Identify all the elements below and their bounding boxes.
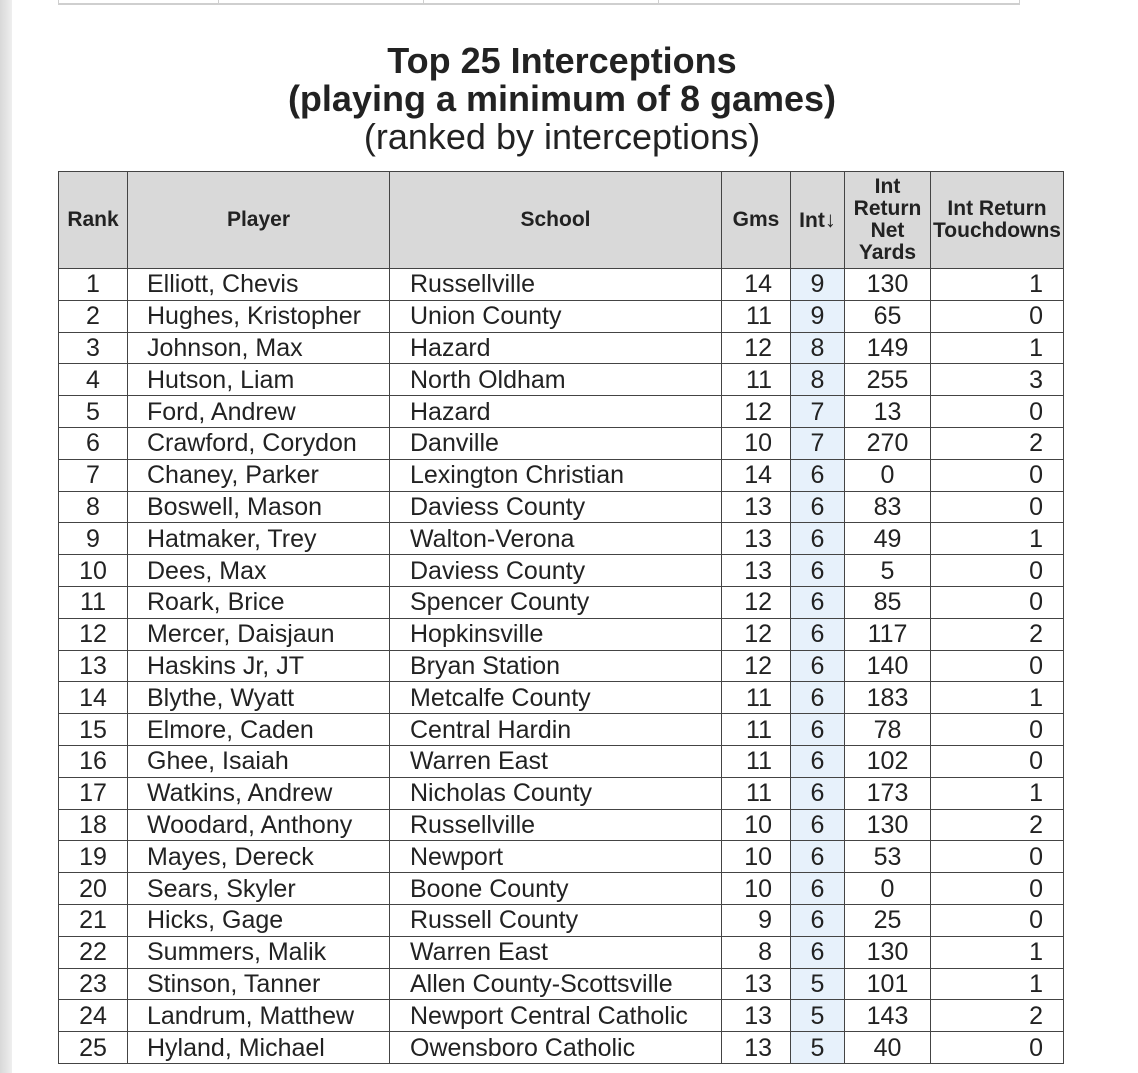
return-yards-cell: 53: [845, 841, 931, 873]
school-cell: Union County: [390, 300, 722, 332]
interceptions-cell: 8: [791, 364, 845, 396]
games-cell: 14: [722, 269, 791, 301]
return-touchdowns-cell: 1: [931, 968, 1064, 1000]
col-header-int[interactable]: [791, 172, 845, 269]
player-cell: Hutson, Liam: [128, 364, 390, 396]
table-row: [59, 586, 1064, 618]
return-touchdowns-cell: 1: [931, 936, 1064, 968]
player-cell: Dees, Max: [128, 555, 390, 587]
rank-cell: 17: [59, 777, 128, 809]
games-cell: 11: [722, 714, 791, 746]
games-cell: 13: [722, 1032, 791, 1064]
table-row: [59, 523, 1064, 555]
interceptions-cell: 9: [791, 269, 845, 301]
games-cell: 12: [722, 586, 791, 618]
interceptions-cell: 6: [791, 936, 845, 968]
school-cell: Nicholas County: [390, 777, 722, 809]
school-cell: Allen County-Scottsville: [390, 968, 722, 1000]
interceptions-cell: 6: [791, 682, 845, 714]
games-cell: 11: [722, 300, 791, 332]
interceptions-cell: 6: [791, 904, 845, 936]
interceptions-cell: 6: [791, 555, 845, 587]
return-touchdowns-cell: 1: [931, 332, 1064, 364]
school-cell: Russell County: [390, 904, 722, 936]
return-yards-cell: 65: [845, 300, 931, 332]
return-yards-cell: 270: [845, 427, 931, 459]
games-cell: 11: [722, 745, 791, 777]
return-yards-cell: 102: [845, 745, 931, 777]
rank-cell: 9: [59, 523, 128, 555]
school-cell: Hazard: [390, 332, 722, 364]
player-cell: Hatmaker, Trey: [128, 523, 390, 555]
games-cell: 13: [722, 968, 791, 1000]
rank-cell: 12: [59, 618, 128, 650]
player-cell: Hughes, Kristopher: [128, 300, 390, 332]
table-row: [59, 873, 1064, 905]
return-yards-cell: 183: [845, 682, 931, 714]
return-yards-cell: 255: [845, 364, 931, 396]
school-cell: Daviess County: [390, 491, 722, 523]
return-yards-cell: 13: [845, 396, 931, 428]
school-cell: North Oldham: [390, 364, 722, 396]
rank-cell: 25: [59, 1032, 128, 1064]
col-header-return-yards[interactable]: Int Return Net Yards: [845, 172, 931, 269]
interceptions-cell: 5: [791, 1032, 845, 1064]
return-touchdowns-cell: 1: [931, 523, 1064, 555]
table-row: [59, 1032, 1064, 1064]
return-touchdowns-cell: 0: [931, 904, 1064, 936]
col-header-int-label: Int: [799, 208, 825, 232]
school-cell: Hazard: [390, 396, 722, 428]
interceptions-cell: 6: [791, 459, 845, 491]
school-cell: Central Hardin: [390, 714, 722, 746]
interceptions-cell: 8: [791, 332, 845, 364]
return-yards-cell: 5: [845, 555, 931, 587]
school-cell: Warren East: [390, 745, 722, 777]
return-yards-cell: 101: [845, 968, 931, 1000]
games-cell: 12: [722, 650, 791, 682]
table-row: [59, 269, 1064, 301]
rank-cell: 18: [59, 809, 128, 841]
school-cell: Spencer County: [390, 586, 722, 618]
rank-cell: 13: [59, 650, 128, 682]
games-cell: 10: [722, 427, 791, 459]
games-cell: 13: [722, 491, 791, 523]
return-yards-cell: 140: [845, 650, 931, 682]
table-row: [59, 777, 1064, 809]
return-yards-cell: 83: [845, 491, 931, 523]
return-yards-cell: 149: [845, 332, 931, 364]
player-cell: Johnson, Max: [128, 332, 390, 364]
return-yards-cell: 78: [845, 714, 931, 746]
table-row: [59, 936, 1064, 968]
rank-cell: 15: [59, 714, 128, 746]
games-cell: 10: [722, 841, 791, 873]
school-cell: Walton-Verona: [390, 523, 722, 555]
return-yards-cell: 0: [845, 873, 931, 905]
rank-cell: 14: [59, 682, 128, 714]
games-cell: 14: [722, 459, 791, 491]
games-cell: 11: [722, 364, 791, 396]
player-cell: Mercer, Daisjaun: [128, 618, 390, 650]
player-cell: Woodard, Anthony: [128, 809, 390, 841]
table-row: [59, 459, 1064, 491]
table-row: [59, 300, 1064, 332]
return-touchdowns-cell: 0: [931, 1032, 1064, 1064]
return-touchdowns-cell: 0: [931, 300, 1064, 332]
player-cell: Hyland, Michael: [128, 1032, 390, 1064]
table-row: [59, 745, 1064, 777]
rank-cell: 2: [59, 300, 128, 332]
rank-cell: 21: [59, 904, 128, 936]
interceptions-cell: 6: [791, 777, 845, 809]
player-cell: Elliott, Chevis: [128, 269, 390, 301]
col-header-gms[interactable]: Gms: [722, 172, 791, 269]
games-cell: 8: [722, 936, 791, 968]
interceptions-cell: 6: [791, 873, 845, 905]
table-row: [59, 427, 1064, 459]
interceptions-cell: 5: [791, 1000, 845, 1032]
table-row: [59, 555, 1064, 587]
player-cell: Watkins, Andrew: [128, 777, 390, 809]
table-body: [59, 269, 1064, 1064]
page-title: Top 25 Interceptions: [387, 40, 737, 81]
player-cell: Ghee, Isaiah: [128, 745, 390, 777]
table-row: [59, 968, 1064, 1000]
school-cell: Hopkinsville: [390, 618, 722, 650]
return-yards-cell: 130: [845, 936, 931, 968]
games-cell: 11: [722, 682, 791, 714]
col-header-rank[interactable]: Rank: [59, 172, 128, 269]
return-touchdowns-cell: 3: [931, 364, 1064, 396]
return-touchdowns-cell: 0: [931, 873, 1064, 905]
school-cell: Owensboro Catholic: [390, 1032, 722, 1064]
interceptions-table: [58, 171, 1064, 1064]
table-row: [59, 682, 1064, 714]
top-divider: [58, 0, 1020, 5]
rank-cell: 6: [59, 427, 128, 459]
return-yards-cell: 173: [845, 777, 931, 809]
return-touchdowns-cell: 2: [931, 427, 1064, 459]
table-row: [59, 618, 1064, 650]
player-cell: Summers, Malik: [128, 936, 390, 968]
rank-cell: 19: [59, 841, 128, 873]
interceptions-cell: 6: [791, 618, 845, 650]
table-row: [59, 841, 1064, 873]
rank-cell: 16: [59, 745, 128, 777]
rank-cell: 10: [59, 555, 128, 587]
school-cell: Boone County: [390, 873, 722, 905]
table-row: [59, 714, 1064, 746]
games-cell: 12: [722, 332, 791, 364]
interceptions-cell: 6: [791, 809, 845, 841]
return-yards-cell: 117: [845, 618, 931, 650]
rank-cell: 22: [59, 936, 128, 968]
rank-cell: 8: [59, 491, 128, 523]
page-edge-shadow: [0, 0, 12, 1073]
games-cell: 13: [722, 1000, 791, 1032]
player-cell: Chaney, Parker: [128, 459, 390, 491]
return-touchdowns-cell: 1: [931, 269, 1064, 301]
school-cell: Daviess County: [390, 555, 722, 587]
return-touchdowns-cell: 0: [931, 841, 1064, 873]
games-cell: 10: [722, 873, 791, 905]
player-cell: Blythe, Wyatt: [128, 682, 390, 714]
return-touchdowns-cell: 1: [931, 777, 1064, 809]
interceptions-cell: 6: [791, 650, 845, 682]
games-cell: 12: [722, 618, 791, 650]
games-cell: 10: [722, 809, 791, 841]
games-cell: 13: [722, 555, 791, 587]
rank-cell: 20: [59, 873, 128, 905]
interceptions-cell: 6: [791, 586, 845, 618]
interceptions-cell: 5: [791, 968, 845, 1000]
table-header-row: [59, 172, 1064, 269]
return-touchdowns-cell: 0: [931, 555, 1064, 587]
player-cell: Haskins Jr, JT: [128, 650, 390, 682]
return-touchdowns-cell: 0: [931, 650, 1064, 682]
return-touchdowns-cell: 0: [931, 459, 1064, 491]
player-cell: Boswell, Mason: [128, 491, 390, 523]
rank-cell: 11: [59, 586, 128, 618]
games-cell: 11: [722, 777, 791, 809]
games-cell: 9: [722, 904, 791, 936]
player-cell: Roark, Brice: [128, 586, 390, 618]
table-row: [59, 332, 1064, 364]
interceptions-cell: 6: [791, 841, 845, 873]
player-cell: Stinson, Tanner: [128, 968, 390, 1000]
school-cell: Danville: [390, 427, 722, 459]
player-cell: Sears, Skyler: [128, 873, 390, 905]
return-touchdowns-cell: 0: [931, 491, 1064, 523]
title-block: [0, 42, 1124, 156]
return-touchdowns-cell: 2: [931, 618, 1064, 650]
page-subtitle: (ranked by interceptions): [363, 116, 761, 157]
table-row: [59, 396, 1064, 428]
player-cell: Mayes, Dereck: [128, 841, 390, 873]
return-yards-cell: 0: [845, 459, 931, 491]
interceptions-cell: 9: [791, 300, 845, 332]
table-row: [59, 809, 1064, 841]
return-touchdowns-cell: 2: [931, 1000, 1064, 1032]
col-header-return-touchdowns[interactable]: Int Return Touchdowns: [931, 172, 1064, 269]
school-cell: Metcalfe County: [390, 682, 722, 714]
return-yards-cell: 130: [845, 269, 931, 301]
interceptions-cell: 6: [791, 491, 845, 523]
table-row: [59, 1000, 1064, 1032]
player-cell: Elmore, Caden: [128, 714, 390, 746]
return-yards-cell: 49: [845, 523, 931, 555]
table-row: [59, 650, 1064, 682]
return-yards-cell: 130: [845, 809, 931, 841]
rank-cell: 7: [59, 459, 128, 491]
rank-cell: 3: [59, 332, 128, 364]
rank-cell: 5: [59, 396, 128, 428]
school-cell: Newport Central Catholic: [390, 1000, 722, 1032]
return-touchdowns-cell: 0: [931, 586, 1064, 618]
rank-cell: 24: [59, 1000, 128, 1032]
school-cell: Bryan Station: [390, 650, 722, 682]
return-yards-cell: 25: [845, 904, 931, 936]
school-cell: Newport: [390, 841, 722, 873]
table-row: [59, 491, 1064, 523]
return-touchdowns-cell: 2: [931, 809, 1064, 841]
school-cell: Russellville: [390, 269, 722, 301]
table-row: [59, 364, 1064, 396]
interceptions-cell: 7: [791, 396, 845, 428]
interceptions-cell: 6: [791, 745, 845, 777]
rank-cell: 1: [59, 269, 128, 301]
return-touchdowns-cell: 1: [931, 682, 1064, 714]
rank-cell: 23: [59, 968, 128, 1000]
table-row: [59, 904, 1064, 936]
school-cell: Russellville: [390, 809, 722, 841]
games-cell: 13: [722, 523, 791, 555]
interceptions-cell: 7: [791, 427, 845, 459]
player-cell: Ford, Andrew: [128, 396, 390, 428]
player-cell: Crawford, Corydon: [128, 427, 390, 459]
interceptions-cell: 6: [791, 523, 845, 555]
sort-descending-icon: ↓: [824, 206, 836, 232]
player-cell: Landrum, Matthew: [128, 1000, 390, 1032]
games-cell: 12: [722, 396, 791, 428]
player-cell: Hicks, Gage: [128, 904, 390, 936]
return-yards-cell: 85: [845, 586, 931, 618]
return-yards-cell: 40: [845, 1032, 931, 1064]
col-header-school[interactable]: School: [390, 172, 722, 269]
interceptions-cell: 6: [791, 714, 845, 746]
return-touchdowns-cell: 0: [931, 745, 1064, 777]
school-cell: Lexington Christian: [390, 459, 722, 491]
return-yards-cell: 143: [845, 1000, 931, 1032]
page-subtitle-bold: (playing a minimum of 8 games): [287, 78, 837, 119]
return-touchdowns-cell: 0: [931, 396, 1064, 428]
col-header-player[interactable]: Player: [128, 172, 390, 269]
rank-cell: 4: [59, 364, 128, 396]
school-cell: Warren East: [390, 936, 722, 968]
return-touchdowns-cell: 0: [931, 714, 1064, 746]
